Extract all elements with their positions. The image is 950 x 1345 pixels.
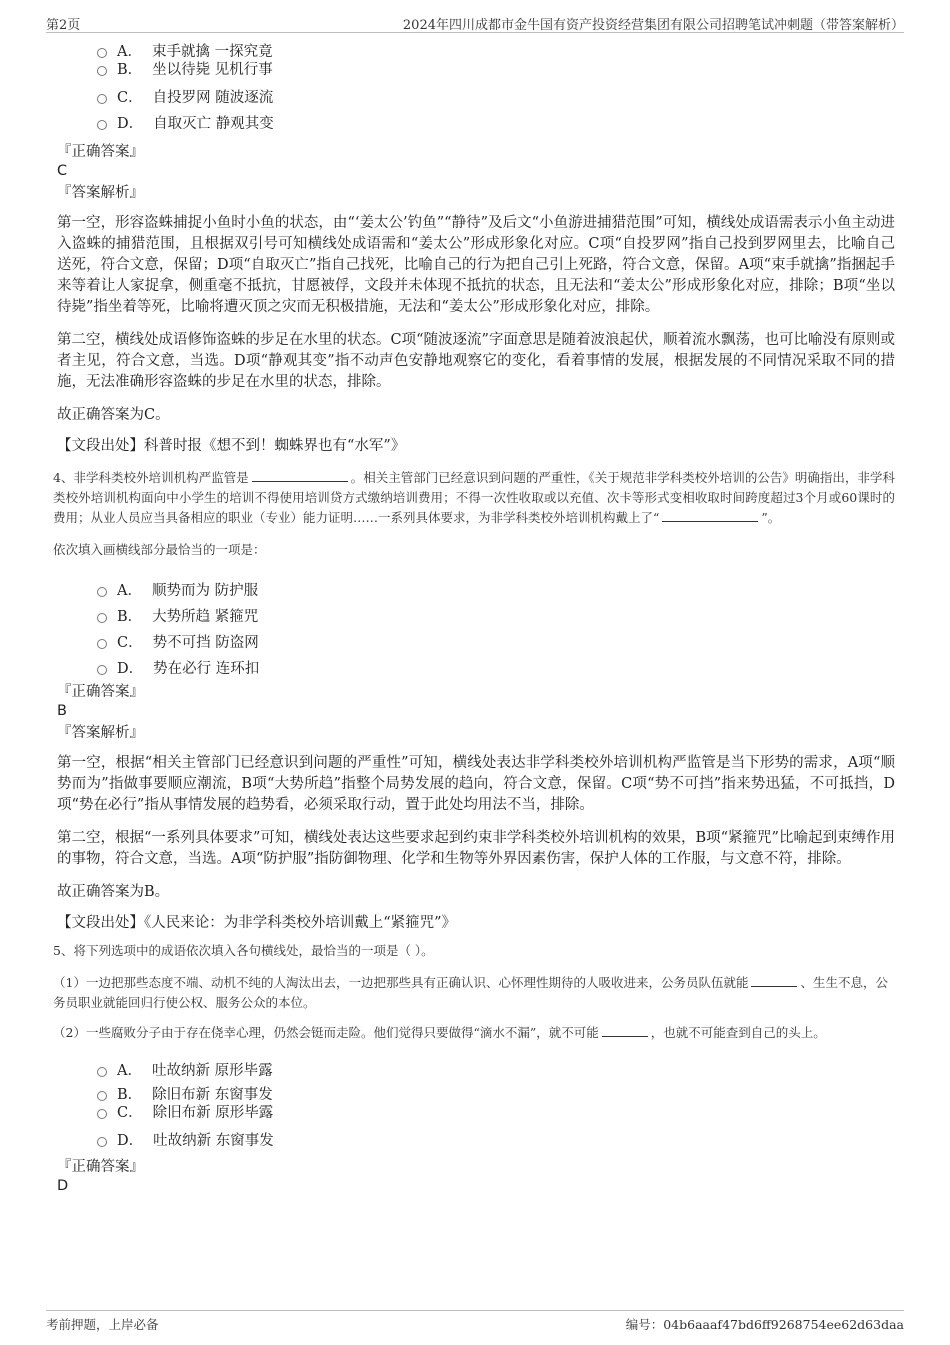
- q5-option-a[interactable]: A． 吐故纳新 原形毕露: [97, 1057, 895, 1081]
- q4-analysis-label: 『答案解析』: [57, 725, 144, 741]
- q3-analysis-3: 故正确答案为C。: [57, 407, 170, 423]
- blank-line: [602, 1024, 648, 1037]
- q4-option-d[interactable]: D． 势在必行 连环扣: [97, 654, 895, 680]
- radio-icon[interactable]: [97, 120, 107, 130]
- blank-line: [252, 469, 348, 482]
- q3-analysis-1: 第一空，形容盗蛛捕捉小鱼时小鱼的状态，由“‘姜太公’钓鱼”“静待”及后文“小鱼游进捕猎范围”可知，横线处成语需表示小鱼主动进入盗蛛的捕猎范围，且根据双引号可知横线处成语需和“姜太公”形成形象化对应。C项“自投罗网”指自己投到罗网里去，比喻自己送死，符合文意，保留；D项“自取灭亡”指自己找死，比喻自己的行为把自己引上死路，符合文意，保留。A项“束手就擒”指捆起手来等着让人家捉拿，侧重毫不抵抗，甘愿被俘，文段并未体现不抵抗的状态，且无法和“姜太公”形成形象化对应，排除；B项“坐以待毙”指坐着等死，比喻将遭灭顶之灾而无积极措施，无法和“姜太公”形成形象化对应，排除。: [57, 215, 895, 315]
- q3-analysis-label: 『答案解析』: [57, 185, 144, 201]
- q4-option-a[interactable]: A． 顺势而为 防护服: [97, 576, 895, 602]
- q3-analysis-2: 第二空，横线处成语修饰盗蛛的步足在水里的状态。C项“随波逐流”字面意思是随着波浪起伏，顺着流水飘荡，也可比喻没有原则或者主见，符合文意，当选。D项“静观其变”指不动声色安静地观察它的变化，看着事情的发展，根据发展的不同情况采取不同的措施，无法准确形容盗蛛的步足在水里的状态，排除。: [57, 332, 895, 390]
- radio-icon[interactable]: [97, 1091, 107, 1101]
- q5-stem: 5、将下列选项中的成语依次填入各句横线处，最恰当的一项是（ ）。: [53, 943, 434, 958]
- q4-option-c[interactable]: C． 势不可挡 防盗网: [97, 628, 895, 654]
- radio-icon[interactable]: [97, 639, 107, 649]
- q3-option-d[interactable]: D． 自取灭亡 静观其变: [97, 110, 895, 134]
- page-content: [53, 40, 895, 1196]
- q4-analysis-2: 第二空，根据“一系列具体要求”可知，横线处表达这些要求起到约束非学科类校外培训机构的效果，B项“紧箍咒”比喻起到束缚作用的事物，符合文意，当选。A项“防护服”指防御物理、化学和生物等外界因素伤害，保护人体的工作服，与文意不符，排除。: [57, 830, 895, 867]
- blank-line: [751, 974, 797, 987]
- document-id: 编号：04b6aaaf47bd6ff9268754ee62d63daa: [625, 1317, 904, 1332]
- footer-slogan: 考前押题，上岸必备: [46, 1317, 159, 1332]
- radio-icon[interactable]: [97, 613, 107, 623]
- document-title: 2024年四川成都市金牛国有资产投资经营集团有限公司招聘笔试冲刺题（带答案解析）: [402, 18, 904, 33]
- radio-icon[interactable]: [97, 1137, 107, 1147]
- blank-line: [662, 509, 758, 522]
- q5-option-c[interactable]: C． 除旧布新 原形毕露: [97, 1101, 895, 1121]
- q4-analysis-3: 故正确答案为B。: [57, 884, 170, 900]
- page-header: [46, 10, 904, 33]
- q3-source: 【文段出处】科普时报《想不到！蜘蛛界也有“水军”》: [57, 438, 406, 454]
- q4-prompt: 依次填入画横线部分最恰当的一项是：: [53, 542, 266, 557]
- q4-options: [57, 576, 895, 680]
- q3-options: [57, 42, 895, 134]
- q4-answer: B: [57, 703, 67, 719]
- q5-sentence-2: （2）一些腐败分子由于存在侥幸心理，仍然会铤而走险。他们觉得只要做得“滴水不漏”，就不可能 ，也就不可能查到自己的头上。: [53, 1025, 826, 1040]
- q5-option-b[interactable]: B． 除旧布新 东窗事发: [97, 1085, 895, 1101]
- q5-answer-label: 『正确答案』: [57, 1159, 144, 1175]
- q5-answer: D: [57, 1178, 69, 1194]
- radio-icon[interactable]: [97, 665, 107, 675]
- q5-option-d[interactable]: D． 吐故纳新 东窗事发: [97, 1127, 895, 1151]
- page-number: 第2页: [46, 18, 81, 33]
- q3-answer-label: 『正确答案』: [57, 144, 144, 160]
- q3-option-a[interactable]: A． 束手就擒 一探究竟: [97, 42, 895, 58]
- radio-icon[interactable]: [97, 1109, 107, 1119]
- q4-stem: 4、非学科类校外培训机构严监管是 。相关主管部门已经意识到问题的严重性，《关于规范非学科类校外培训的公告》明确指出，非学科类校外培训机构面向中小学生的培训不得使用培训贷方式缴纳培训费用；不得一次性收取或以充值、次卡等形式变相收取时间跨度超过3个月或60课时的费用；从业人员应当具备相应的职业（专业）能力证明……一系列具体要求，为非学科类校外培训机构戴上了“ ”。: [53, 470, 895, 525]
- radio-icon[interactable]: [97, 1067, 107, 1077]
- q4-analysis-1: 第一空，根据“相关主管部门已经意识到问题的严重性”可知，横线处表达非学科类校外培训机构严监管是当下形势的需求，A项“顺势而为”指做事要顺应潮流，B项“大势所趋”指整个局势发展的趋向，符合文意，保留。C项“势不可挡”指来势迅猛，不可抵挡，D项“势在必行”指从事情发展的趋势看，必须采取行动，置于此处均用法不当，排除。: [57, 755, 895, 813]
- radio-icon[interactable]: [97, 94, 107, 104]
- radio-icon[interactable]: [97, 587, 107, 597]
- q5-sentence-1: （1）一边把那些态度不端、动机不纯的人淘汰出去，一边把那些具有正确认识、心怀理性期待的人吸收进来，公务员队伍就能 、生生不息，公务员职业就能回归行使公权、服务公众的本位。: [53, 975, 888, 1010]
- radio-icon[interactable]: [97, 48, 107, 58]
- q4-source: 【文段出处】《人民来论：为非学科类校外培训戴上“紧箍咒”》: [57, 915, 457, 931]
- q4-option-b[interactable]: B． 大势所趋 紧箍咒: [97, 602, 895, 628]
- q5-options: [57, 1057, 895, 1151]
- radio-icon[interactable]: [97, 66, 107, 76]
- q3-option-c[interactable]: C． 自投罗网 随波逐流: [97, 84, 895, 108]
- q3-option-b[interactable]: B． 坐以待毙 见机行事: [97, 58, 895, 78]
- page-footer: [46, 1310, 904, 1335]
- q4-answer-label: 『正确答案』: [57, 684, 144, 700]
- q3-answer: C: [57, 163, 68, 179]
